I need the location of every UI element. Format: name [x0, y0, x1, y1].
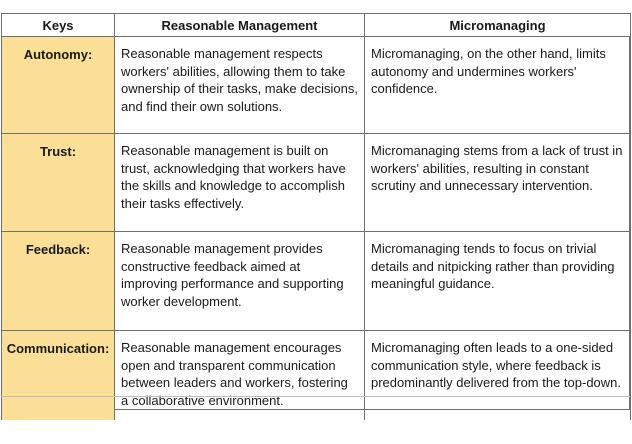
table-row: [2, 134, 631, 232]
table-row: [2, 232, 631, 331]
micromanaging-cell: Micromanaging often leads to a one-sided communication style, where feedback is predominantly delivered from the top-down.: [365, 331, 631, 421]
key-autonomy: Autonomy:: [2, 37, 115, 134]
table-row: [2, 331, 631, 421]
key-feedback: Feedback:: [2, 232, 115, 331]
comparison-table: [1, 13, 631, 420]
header-row: [2, 14, 631, 37]
key-trust: Trust:: [2, 134, 115, 232]
reasonable-cell: Reasonable management encourages open and transparent communication between leaders and workers, fostering a collaborative environment.: [115, 331, 365, 421]
micromanaging-cell: Micromanaging, on the other hand, limits autonomy and undermines workers' confidence.: [365, 37, 631, 134]
bottom-divider: [1, 396, 630, 397]
reasonable-cell: Reasonable management respects workers' abilities, allowing them to take ownership of their tasks, make decisions, and find their own solutions.: [115, 37, 365, 134]
key-communication: Communication:: [2, 331, 115, 421]
header-reasonable-management: Reasonable Management: [115, 14, 365, 37]
micromanaging-cell: Micromanaging stems from a lack of trust in workers' abilities, resulting in constant scrutiny and unnecessary intervention.: [365, 134, 631, 232]
header-keys: Keys: [2, 14, 115, 37]
reasonable-cell: Reasonable management is built on trust, acknowledging that workers have the skills and knowledge to accomplish their tasks effectively.: [115, 134, 365, 232]
table-row: [2, 37, 631, 134]
header-micromanaging: Micromanaging: [365, 14, 631, 37]
reasonable-cell: Reasonable management provides constructive feedback aimed at improving performance and supporting worker development.: [115, 232, 365, 331]
micromanaging-cell: Micromanaging tends to focus on trivial details and nitpicking rather than providing meaningful guidance.: [365, 232, 631, 331]
